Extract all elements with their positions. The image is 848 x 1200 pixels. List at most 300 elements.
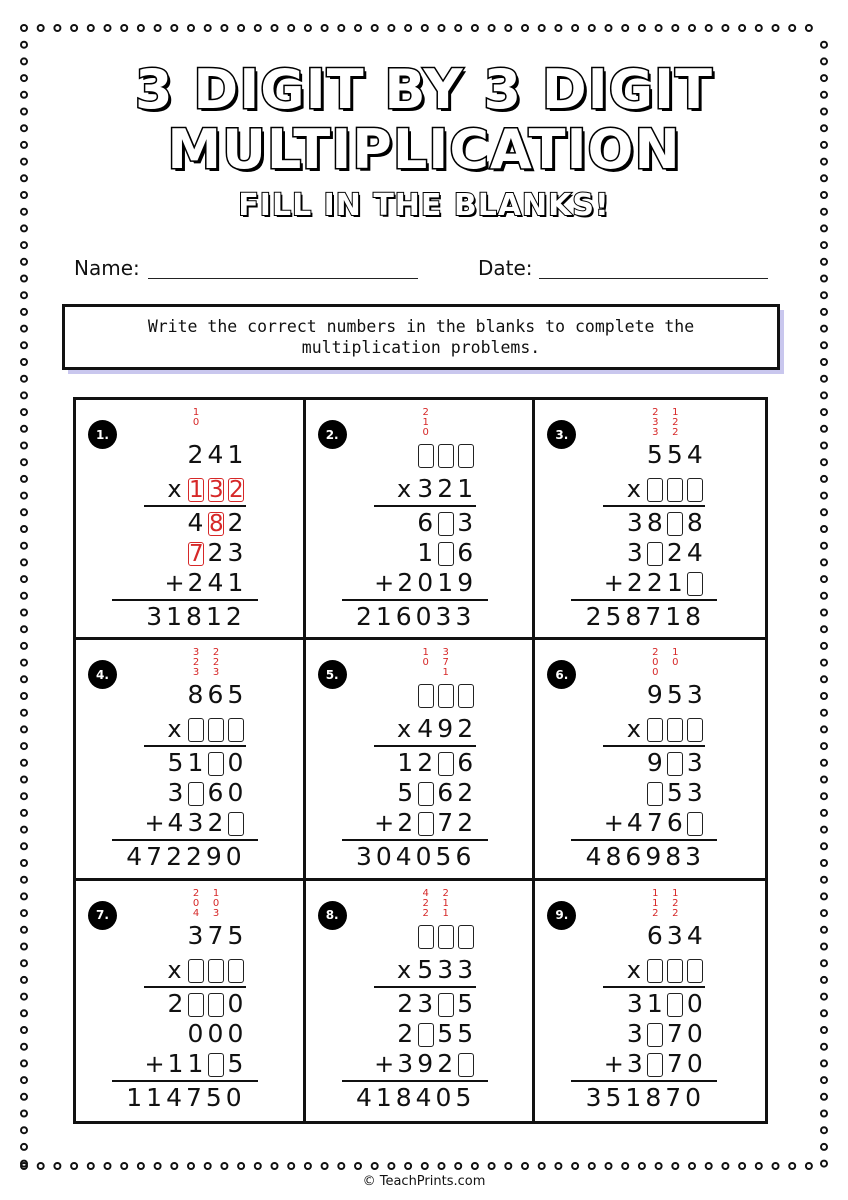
border-dot <box>238 25 244 31</box>
border-dot <box>572 25 578 31</box>
border-dot <box>821 927 827 933</box>
digit: 2 <box>437 474 455 503</box>
border-dot <box>21 326 27 332</box>
digit: 9 <box>437 714 455 744</box>
border-dot <box>238 1163 244 1169</box>
digit: 3 <box>187 920 205 950</box>
answer-blank-box[interactable] <box>687 718 703 742</box>
border-dot <box>21 342 27 348</box>
answer-blank-box[interactable] <box>208 993 224 1017</box>
border-dot <box>21 359 27 365</box>
carry-digit: 1 <box>212 887 220 899</box>
border-dot <box>821 259 827 265</box>
digit: 6 <box>417 508 435 537</box>
digit: 3 <box>167 778 185 808</box>
border-dot <box>589 25 595 31</box>
carry-digit: 2 <box>672 417 679 428</box>
sum-rule <box>112 839 258 841</box>
border-dot <box>789 1163 795 1169</box>
carry-digit: 3 <box>192 667 200 679</box>
answer-blank-box[interactable] <box>228 718 244 742</box>
answer-blank-box[interactable] <box>438 993 454 1017</box>
border-dot <box>21 944 27 950</box>
carry-digits <box>190 648 202 678</box>
digit: 2 <box>397 568 415 597</box>
border-dot <box>821 643 827 649</box>
carry-digit: 3 <box>442 647 449 659</box>
problem-number-badge: 5. <box>318 660 347 689</box>
digit: 2 <box>187 568 205 597</box>
answer-blank-box[interactable]: 1 <box>189 477 204 503</box>
carry-digit: 7 <box>442 657 449 669</box>
answer-blank-box[interactable]: 7 <box>189 541 204 567</box>
multiplier-row <box>623 476 705 502</box>
border-dot <box>221 25 227 31</box>
border-dot <box>21 1094 27 1100</box>
answer-blank-box[interactable] <box>458 684 474 708</box>
answer-blank-box[interactable] <box>188 959 204 983</box>
border-dot <box>388 25 394 31</box>
answer-blank-box[interactable] <box>687 478 703 502</box>
border-dot <box>422 25 428 31</box>
answer-blank-box[interactable] <box>208 718 224 742</box>
border-dot <box>821 726 827 732</box>
answer-blank-box[interactable] <box>418 782 434 806</box>
problem-number-badge: 3. <box>547 420 576 449</box>
final-product <box>356 844 476 870</box>
answer-blank-box[interactable] <box>647 1023 663 1047</box>
problem-number-badge: 8. <box>318 901 347 930</box>
digit: 1 <box>417 538 435 567</box>
border-dot <box>821 760 827 766</box>
border-dot <box>305 1163 311 1169</box>
border-dot <box>821 426 827 432</box>
answer-blank-box[interactable] <box>188 993 204 1017</box>
border-dot <box>821 610 827 616</box>
border-dot <box>821 1044 827 1050</box>
answer-blank-box[interactable] <box>687 959 703 983</box>
partial-product-row <box>603 810 705 836</box>
border-dot <box>88 25 94 31</box>
partial-product-row <box>166 988 246 1018</box>
digit: 7 <box>666 1048 684 1078</box>
answer-blank-box[interactable] <box>687 572 703 596</box>
carry-digit: 2 <box>652 907 659 919</box>
digit: 3 <box>397 1048 415 1078</box>
digit: 5 <box>666 440 684 469</box>
border-dot <box>171 25 177 31</box>
digit: 5 <box>437 1018 455 1048</box>
border-dot <box>21 1044 27 1050</box>
sum-rule <box>571 599 717 601</box>
border-dot <box>21 509 27 515</box>
digit: 5 <box>457 988 475 1018</box>
answer-blank-box[interactable] <box>687 812 703 836</box>
partial-product-row <box>625 510 705 536</box>
border-dot <box>171 1163 177 1169</box>
border-dot <box>38 25 44 31</box>
digit: 0 <box>686 1018 704 1048</box>
border-dot <box>121 1163 127 1169</box>
carry-digit: 1 <box>442 897 449 909</box>
partial-product-row <box>396 1018 476 1048</box>
multiplicand-row <box>416 442 476 468</box>
border-dot <box>21 309 27 315</box>
carry-digit: 2 <box>672 897 679 909</box>
border-dot <box>21 827 27 833</box>
final-product-value: 304056 <box>355 842 476 872</box>
answer-blank-box[interactable] <box>418 1023 434 1047</box>
answer-blank-box[interactable] <box>667 512 683 536</box>
border-dot <box>821 359 827 365</box>
border-dot <box>672 25 678 31</box>
border-dot <box>138 25 144 31</box>
border-dot <box>305 25 311 31</box>
partial-product-row <box>645 780 705 806</box>
carry-digit: 4 <box>422 887 429 899</box>
problem-number-badge: 2. <box>318 420 347 449</box>
border-dot <box>21 860 27 866</box>
border-dot <box>821 810 827 816</box>
final-product <box>355 1082 476 1112</box>
problem-cell <box>535 881 765 1121</box>
border-dot <box>821 893 827 899</box>
border-dot <box>821 1094 827 1100</box>
digit: 0 <box>227 988 245 1018</box>
digit: 5 <box>227 680 245 710</box>
multiplier-row <box>164 476 246 502</box>
multiplication-rule <box>374 745 476 747</box>
border-dot <box>756 25 762 31</box>
digit: 7 <box>207 920 225 950</box>
border-dot <box>272 1163 278 1169</box>
border-dot <box>821 309 827 315</box>
partial-product-row <box>186 510 246 536</box>
partial-product-row <box>416 540 476 566</box>
answer-blank-box[interactable] <box>458 925 474 949</box>
border-dot <box>821 977 827 983</box>
border-dot <box>21 576 27 582</box>
border-dot <box>105 1163 111 1169</box>
digit: 1 <box>187 748 205 778</box>
border-dot <box>706 1163 712 1169</box>
border-dot <box>821 710 827 716</box>
digit: 2 <box>397 1018 415 1048</box>
final-product <box>146 604 246 630</box>
carry-digit: 2 <box>652 407 659 418</box>
plus-sign: + <box>144 1049 166 1078</box>
border-dot <box>656 1163 662 1169</box>
carry-digit: 3 <box>212 667 220 679</box>
final-product-value: 486983 <box>585 842 706 872</box>
problem-cell <box>535 400 765 640</box>
border-dot <box>821 1127 827 1133</box>
answer-blank-box[interactable] <box>647 959 663 983</box>
border-dot <box>555 1163 561 1169</box>
carry-digits <box>440 648 452 678</box>
border-dot <box>622 1163 628 1169</box>
multiplicand-row <box>186 682 246 708</box>
problem-cell <box>76 881 306 1121</box>
border-dot <box>21 676 27 682</box>
date-blank-line[interactable] <box>539 278 768 279</box>
border-dot <box>455 25 461 31</box>
partial-product-row <box>186 540 246 566</box>
digit: 8 <box>686 508 704 537</box>
border-dot <box>21 777 27 783</box>
digit: 3 <box>626 1018 644 1048</box>
carry-digits <box>190 408 202 428</box>
answer-blank-box[interactable] <box>667 752 683 776</box>
digit: 2 <box>397 988 415 1018</box>
digit: 2 <box>646 568 664 597</box>
worksheet-title-line-1: 3 DIGIT BY 3 DIGIT <box>135 58 713 121</box>
answer-blank-box[interactable] <box>438 512 454 536</box>
border-dot <box>489 1163 495 1169</box>
border-dot <box>656 25 662 31</box>
border-dot <box>405 25 411 31</box>
digit: 4 <box>686 440 704 469</box>
carry-digit: 2 <box>652 647 659 659</box>
answer-blank-box[interactable] <box>208 752 224 776</box>
partial-product-row <box>396 988 476 1018</box>
digit: 2 <box>397 808 415 838</box>
border-dot <box>21 426 27 432</box>
carry-digit: 0 <box>652 667 659 679</box>
border-dot <box>205 25 211 31</box>
border-dot <box>821 342 827 348</box>
answer-blank-box[interactable] <box>667 959 683 983</box>
border-dot <box>639 1163 645 1169</box>
border-dot <box>21 626 27 632</box>
border-dot <box>21 526 27 532</box>
final-product-value: 472290 <box>126 842 246 872</box>
border-dot <box>821 1060 827 1066</box>
carry-digit: 1 <box>422 417 429 428</box>
border-dot <box>821 994 827 1000</box>
digit: 5 <box>666 680 684 710</box>
final-product-value: 31812 <box>146 602 246 631</box>
border-dot <box>806 25 812 31</box>
answer-blank-box[interactable] <box>647 542 663 566</box>
answer-blank-box[interactable] <box>418 684 434 708</box>
answer-blank-box[interactable] <box>228 959 244 983</box>
digit: 7 <box>646 808 664 838</box>
border-dot <box>722 25 728 31</box>
digit: 9 <box>646 680 664 710</box>
digit: 0 <box>686 988 704 1018</box>
times-sign: x <box>397 715 413 744</box>
answer-blank-box[interactable] <box>438 752 454 776</box>
border-dot <box>522 25 528 31</box>
answer-blank-box[interactable] <box>667 993 683 1017</box>
border-dot <box>821 576 827 582</box>
answer-blank-box[interactable] <box>667 718 683 742</box>
times-sign: x <box>626 955 642 984</box>
answer-blank-box[interactable] <box>647 1053 663 1077</box>
final-product <box>356 604 476 630</box>
answer-blank-box[interactable] <box>458 444 474 468</box>
carry-digit: 4 <box>192 907 200 919</box>
answer-blank-box[interactable] <box>208 959 224 983</box>
border-dot <box>756 1163 762 1169</box>
answer-blank-box[interactable] <box>188 782 204 806</box>
carry-digit: 0 <box>422 657 429 669</box>
problem-cell <box>535 640 765 880</box>
carry-digits <box>649 648 661 678</box>
digit: 5 <box>167 748 185 778</box>
digit: 5 <box>666 778 684 808</box>
partial-product-row <box>645 750 705 776</box>
border-dot <box>21 960 27 966</box>
digit: 3 <box>686 748 704 778</box>
multiplicand-row <box>645 920 705 950</box>
answer-blank-box[interactable]: 3 <box>209 477 224 503</box>
border-dot <box>539 25 545 31</box>
sum-rule <box>112 599 258 601</box>
border-dot <box>455 1163 461 1169</box>
border-dot <box>21 392 27 398</box>
partial-product-row <box>144 1048 246 1078</box>
digit: 3 <box>227 538 245 567</box>
digit: 5 <box>457 1018 475 1048</box>
border-dot <box>255 1163 261 1169</box>
border-dot <box>338 25 344 31</box>
border-dot <box>21 994 27 1000</box>
border-dot <box>21 42 27 48</box>
answer-blank-box[interactable] <box>438 542 454 566</box>
digit: 8 <box>646 508 664 537</box>
border-dot <box>21 593 27 599</box>
answer-blank-box[interactable] <box>667 478 683 502</box>
border-dot <box>489 25 495 31</box>
border-dot <box>505 1163 511 1169</box>
answer-blank-box[interactable] <box>647 718 663 742</box>
multiplication-rule <box>374 986 476 988</box>
digit: 3 <box>457 954 475 984</box>
answer-blank-box[interactable]: 2 <box>229 477 244 503</box>
border-dot <box>821 1027 827 1033</box>
answer-blank-box[interactable] <box>208 1053 224 1077</box>
multiplicand-row <box>186 920 246 950</box>
sum-rule <box>342 839 488 841</box>
problem-number-badge: 6. <box>547 660 576 689</box>
border-dot <box>821 526 827 532</box>
border-dot <box>821 843 827 849</box>
digit: 2 <box>437 1048 455 1078</box>
border-dot <box>21 25 27 31</box>
multiplicand-row <box>645 682 705 708</box>
answer-blank-box[interactable] <box>228 812 244 836</box>
carry-digit: 2 <box>422 907 429 919</box>
final-product <box>126 844 246 870</box>
digit: 2 <box>417 748 435 778</box>
border-dot <box>105 25 111 31</box>
multiplier-row <box>623 716 705 742</box>
border-dot <box>821 1144 827 1150</box>
border-dot <box>21 793 27 799</box>
digit: 3 <box>686 680 704 710</box>
border-dot <box>821 827 827 833</box>
plus-sign: + <box>144 809 166 838</box>
carry-digits <box>210 648 222 678</box>
carry-digits <box>669 408 681 438</box>
answer-blank-box[interactable] <box>418 812 434 836</box>
border-dot <box>71 25 77 31</box>
border-dot <box>21 1127 27 1133</box>
border-dot <box>54 1163 60 1169</box>
digit: 4 <box>207 440 225 469</box>
border-dot <box>821 626 827 632</box>
border-dot <box>472 1163 478 1169</box>
answer-blank-box[interactable] <box>438 444 454 468</box>
border-dot <box>322 1163 328 1169</box>
carry-digit: 1 <box>652 897 659 909</box>
digit: 2 <box>207 808 225 838</box>
border-dot <box>821 1111 827 1117</box>
instructions-text: Write the correct numbers in the blanks to complete the multiplication problems. <box>147 317 695 357</box>
border-dot <box>21 843 27 849</box>
answer-blank-box[interactable] <box>458 1053 474 1077</box>
border-dot <box>606 1163 612 1169</box>
border-dot <box>21 643 27 649</box>
partial-product-row <box>186 1018 246 1048</box>
border-dot <box>138 1163 144 1169</box>
digit: 1 <box>187 1048 205 1078</box>
answer-blank-box[interactable] <box>647 782 663 806</box>
carry-digits <box>210 889 222 919</box>
digit: 0 <box>417 568 435 597</box>
answer-blank-box[interactable] <box>188 718 204 742</box>
digit: 3 <box>457 508 475 537</box>
problem-cell <box>306 881 536 1121</box>
digit: 5 <box>646 440 664 469</box>
answer-blank-box[interactable] <box>438 684 454 708</box>
multiplication-rule <box>374 505 476 507</box>
digit: 3 <box>666 920 684 950</box>
answer-blank-box[interactable]: 8 <box>209 511 224 537</box>
border-dot <box>821 459 827 465</box>
name-blank-line[interactable] <box>148 278 418 279</box>
multiplication-rule <box>144 505 246 507</box>
carry-digit: 2 <box>212 647 220 659</box>
copyright-footer: © TeachPrints.com <box>362 1174 486 1189</box>
partial-product-row <box>166 780 246 806</box>
border-dot <box>21 543 27 549</box>
border-dot <box>821 793 827 799</box>
digit: 1 <box>167 1048 185 1078</box>
carry-digit: 1 <box>422 647 429 659</box>
border-dot <box>188 1163 194 1169</box>
carry-digit: 1 <box>672 407 679 418</box>
border-dot <box>555 25 561 31</box>
multiplicand-row <box>416 682 476 708</box>
answer-blank-box[interactable] <box>418 444 434 468</box>
multiplication-rule <box>603 505 705 507</box>
border-dot <box>572 1163 578 1169</box>
border-dot <box>155 1163 161 1169</box>
answer-blank-box[interactable] <box>647 478 663 502</box>
border-dot <box>422 1163 428 1169</box>
answer-blank-box[interactable] <box>438 925 454 949</box>
digit: 3 <box>626 538 644 567</box>
digit: 2 <box>457 808 475 838</box>
answer-blank-box[interactable] <box>418 925 434 949</box>
digit: 1 <box>227 568 245 597</box>
final-product-value: 418405 <box>355 1082 476 1112</box>
partial-product-row <box>396 780 476 806</box>
border-dot <box>54 25 60 31</box>
